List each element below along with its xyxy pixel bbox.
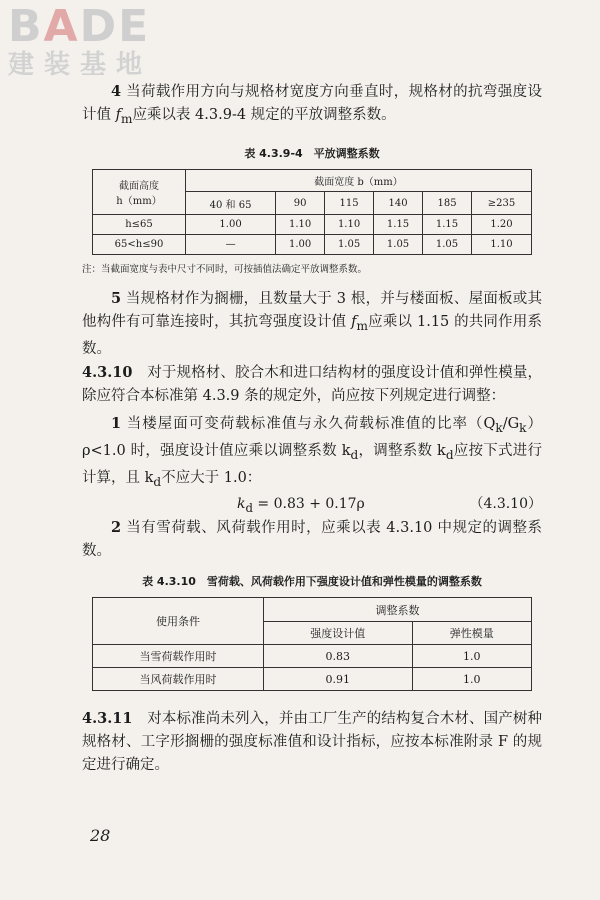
table-cell: 1.05 xyxy=(325,234,374,254)
table-row xyxy=(93,234,532,254)
table-4-3-9-4-caption: 表 4.3.9-4 平放调整系数 xyxy=(244,146,380,160)
page-content xyxy=(82,0,542,777)
table2-strength-header: 强度设计值 xyxy=(264,621,413,645)
table-row xyxy=(93,645,532,668)
row-label: 65<h≤90 xyxy=(93,234,186,254)
table-cell-condition: 当雪荷载作用时 xyxy=(93,645,264,668)
table-cell-strength: 0.83 xyxy=(264,645,413,668)
section-4-3-11: 4.3.11 对本标准尚未列入，并由工厂生产的结构复合木材、国产树种规格材、工字形搁栅的强度标准值和设计指标，应按本标准附录 F 的规定进行确定。 xyxy=(82,710,543,774)
table-cell-strength: 0.91 xyxy=(264,668,413,691)
table-cell: 1.05 xyxy=(423,234,472,254)
table-cell: 1.00 xyxy=(276,234,325,254)
table1-column-header: 90 xyxy=(276,192,325,215)
clause-1-paragraph: 1 当楼屋面可变荷载标准值与永久荷载标准值的比率$(Q_k/G_k)\rho<1.0$ 时，强度设计值应乘以调整系数 $k_d$，调整系数 $k_d$应按下式进行计算，且 $k_d$不应大于 1.0： xyxy=(82,414,543,489)
table1-column-header: 115 xyxy=(325,192,374,215)
table-4-3-10 xyxy=(92,597,532,691)
table-cell: 1.10 xyxy=(325,214,374,234)
table-cell-modulus: 1.0 xyxy=(412,645,531,668)
table-cell: 1.05 xyxy=(374,234,423,254)
table1-column-header: 185 xyxy=(423,192,472,215)
table-cell: 1.15 xyxy=(423,214,472,234)
formula-4-3-10: $k_d = 0.83 + 0.17\rho$ （4.3.10） xyxy=(82,493,542,516)
table1-note: 注：当截面宽度与表中尺寸不同时，可按插值法确定平放调整系数。 xyxy=(82,263,368,275)
logo-wordmark: BADE xyxy=(8,1,151,52)
table-cell-condition: 当风荷载作用时 xyxy=(93,668,264,691)
row-label: h≤65 xyxy=(93,214,186,234)
table-4-3-10-caption: 表 4.3.10 雪荷载、风荷载作用下强度设计值和弹性模量的调整系数 xyxy=(142,575,482,589)
table1-column-header: 40 和 65 xyxy=(186,192,276,215)
table-cell: — xyxy=(186,234,276,254)
table-cell: 1.00 xyxy=(186,214,276,234)
clause-4-paragraph: 4 当荷载作用方向与规格材宽度方向垂直时，规格材的抗弯强度设计值 $f_m$应乘以表 4.3.9-4 规定的平放调整系数。 xyxy=(82,83,543,126)
clause-5-paragraph: 5 当规格材作为搁栅，且数量大于 3 根，并与楼面板、屋面板或其他构件有可靠连接时，其抗弯强度设计值 $f_m$应乘以 1.15 的共同作用系数。 xyxy=(82,289,542,357)
table1-column-header: 140 xyxy=(374,192,423,215)
table-cell: 1.20 xyxy=(472,214,532,234)
table1-column-header: ≥235 xyxy=(472,192,532,215)
clause-2-paragraph: 2 当有雪荷载、风荷载作用时，应乘以表 4.3.10 中规定的调整系数。 xyxy=(82,519,542,560)
table2-modulus-header: 弹性模量 xyxy=(412,621,531,645)
formula-number: （4.3.10） xyxy=(469,496,542,513)
table2-group-header: 调整系数 xyxy=(264,598,532,622)
section-4-3-10: 4.3.10 对于规格材、胶合木和进口结构材的强度设计值和弹性模量，除应符合本标准第 4.3.9 条的规定外，尚应按下列规定进行调整： xyxy=(82,363,543,404)
table-cell: 1.10 xyxy=(472,234,532,254)
table-4-3-9-4 xyxy=(92,169,532,255)
table-row xyxy=(93,214,532,234)
table-row xyxy=(93,668,532,691)
table-cell-modulus: 1.0 xyxy=(412,668,531,691)
table-cell: 1.10 xyxy=(276,214,325,234)
table2-condition-header: 使用条件 xyxy=(93,598,264,645)
table-cell: 1.15 xyxy=(374,214,423,234)
table1-row-header: 截面高度 h（mm） xyxy=(93,169,186,214)
table1-group-header: 截面宽度 b（mm） xyxy=(186,169,532,192)
logo-subtitle: 建装基地 xyxy=(8,50,153,80)
page-number: 28 xyxy=(90,826,111,845)
